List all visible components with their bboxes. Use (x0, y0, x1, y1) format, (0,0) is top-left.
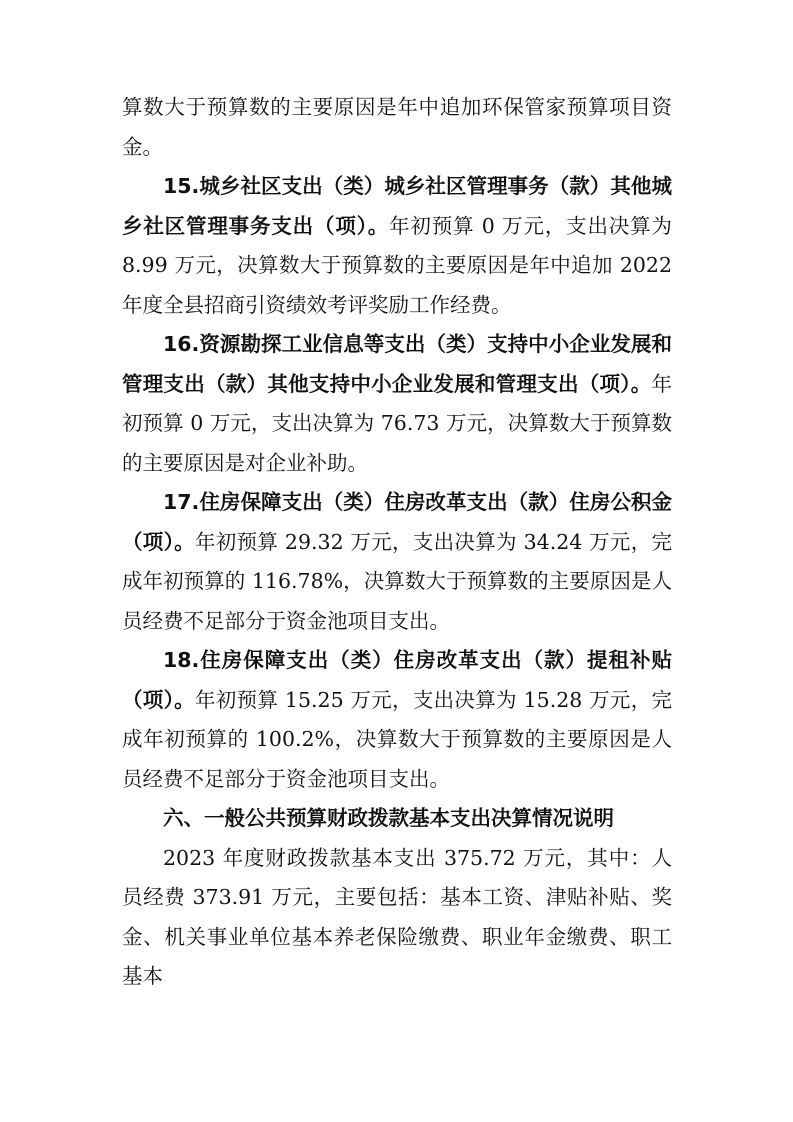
paragraph-continuation (122, 88, 672, 167)
item-heading: 15.城乡社区支出（类）城乡社区管理事务（款）其他城乡社区管理事务支出（项）。 (122, 174, 672, 238)
item-heading: 17.住房保障支出（类）住房改革支出（款）住房公积金（项）。 (122, 490, 672, 554)
paragraph-body: 年初预算 29.32 万元，支出决算为 34.24 万元，完成年初预算的 116.78%，决算数大于预算数的主要原因是人员经费不足部分于资金池项目支出。 (122, 529, 672, 633)
item-heading: 18.住房保障支出（类）住房改革支出（款）提租补贴（项）。 (122, 648, 672, 712)
document-page (122, 88, 672, 997)
paragraph-body: 年初预算 15.25 万元，支出决算为 15.28 万元，完成年初预算的 100.2%，决算数大于预算数的主要原因是人员经费不足部分于资金池项目支出。 (122, 687, 672, 791)
paragraph-item-16 (122, 325, 672, 483)
paragraph-body: 年初预算 0 万元，支出决算为 76.73 万元，决算数大于预算数的主要原因是对企业补助。 (122, 371, 672, 475)
paragraph-body: 年初预算 0 万元，支出决算为 8.99 万元，决算数大于预算数的主要原因是年中追加 2022 年度全县招商引资绩效考评奖励工作经费。 (122, 213, 673, 317)
section-body: 2023 年度财政拨款基本支出 375.72 万元，其中：人员经费 373.91 万元，主要包括：基本工资、津贴补贴、奖金、机关事业单位基本养老保险缴费、职业年金缴费、职工基本 (122, 845, 672, 988)
section-title: 六、一般公共预算财政拨款基本支出决算情况说明 (163, 806, 614, 830)
item-heading: 16.资源勘探工业信息等支出（类）支持中小企业发展和管理支出（款）其他支持中小企业发展和管理支出（项）。 (122, 332, 672, 396)
paragraph-body: 算数大于预算数的主要原因是年中追加环保管家预算项目资金。 (122, 95, 672, 159)
paragraph-item-17 (122, 483, 672, 641)
paragraph-item-15 (122, 167, 672, 325)
paragraph-item-18 (122, 641, 672, 799)
